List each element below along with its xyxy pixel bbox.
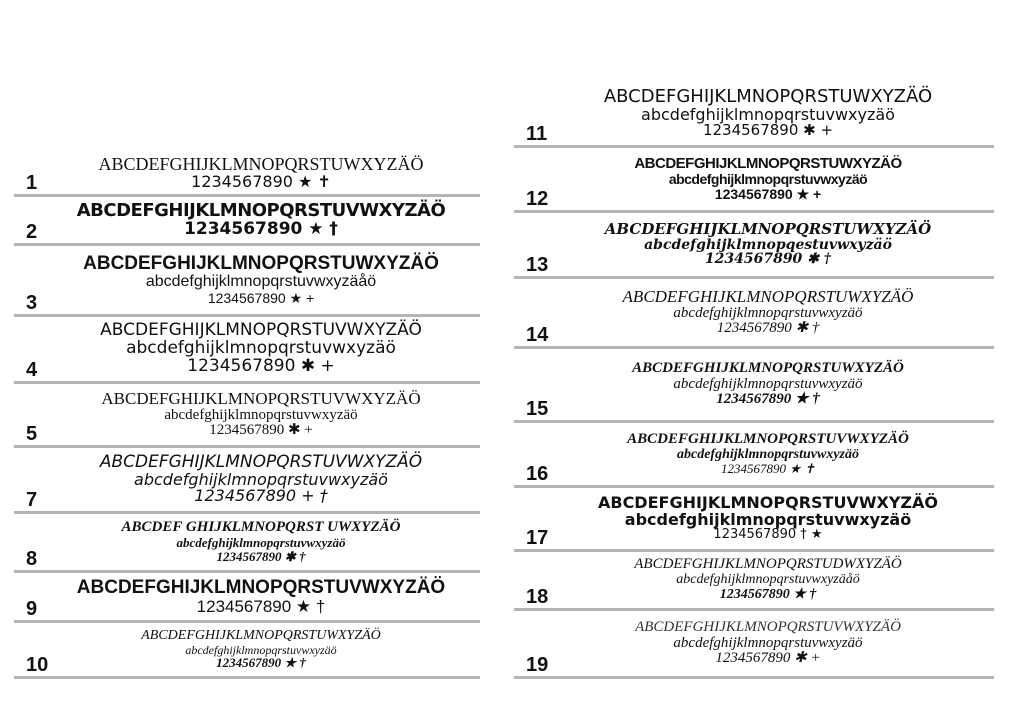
font-sample-5: [14, 384, 480, 448]
lowercase-line: abcdefghijklmnopqrstuvwxyzäö: [673, 304, 863, 321]
digits-line: 1234567890 ✱ +: [715, 650, 821, 667]
font-sample-12: [514, 148, 994, 213]
font-sample-17: [514, 488, 994, 552]
uppercase-line: ABCDEFGHIJKLMNOPQRSTUWXYZÄÖ: [622, 286, 914, 306]
font-sample-7: [14, 448, 480, 514]
digits-line: 1234567890 ★ †: [716, 391, 820, 408]
font-sample-16: [514, 423, 994, 488]
lowercase-line: abcdefghijklmnopqrstuvwxyzäö: [668, 171, 868, 188]
lowercase-line: abcdefghijklmnopqrstuvwxyzäö: [134, 469, 388, 489]
digits-line: 1234567890 ★ †: [719, 586, 817, 602]
uppercase-line: ABCDEFGHIJKLMNOPQRSTUWXYZÄÖ: [632, 359, 904, 376]
uppercase-line: ABCDEFGHIJKLMNOPQRSTUVWXYZÄÖ: [99, 451, 423, 472]
font-sample-1: [14, 152, 480, 197]
sample-number: 13: [526, 254, 549, 276]
font-sample-9: [14, 573, 480, 623]
sample-number: 17: [526, 527, 549, 549]
uppercase-line: ABCDEFGHIJKLMNOPQRSTUDWXYZÄÖ: [634, 556, 902, 573]
digits-line: 1234567890 † ★: [713, 527, 823, 543]
font-sample-8: [14, 514, 480, 573]
digits-line: 1234567890 ★ †: [196, 596, 326, 616]
lowercase-line: abcdefghijklmnopqrstuvwxyzäö: [624, 509, 912, 529]
sample-number: 15: [526, 398, 549, 420]
digits-line: 1234567890 ✱ †: [716, 320, 820, 337]
lowercase-line: abcdefghijklmnopqrstuvwxyzäö: [673, 634, 863, 651]
uppercase-line: ABCDEFGHIJKLMNOPQRSTUVWXYZÄÖ: [597, 492, 938, 512]
font-sample-15: [514, 349, 994, 423]
lowercase-line: abcdefghijklmnopqrstuvwxyzäö: [641, 104, 895, 124]
uppercase-line: ABCDEFGHIJKLMNOPQRSTUWXYZÄÖ: [634, 155, 902, 173]
digits-line: 1234567890 ★ ✝: [720, 461, 816, 477]
uppercase-line: ABCDEFGHIJKLMNOPQRSTUVWXYZÄÖ: [76, 576, 446, 598]
font-sample-19: [514, 611, 994, 679]
sample-number: 4: [26, 359, 38, 381]
digits-line: 1234567890 ★ +: [714, 185, 822, 202]
lowercase-line: abcdefghijklmnopqrstuvwxyzäö: [176, 535, 346, 551]
lowercase-line: abcdefghijklmnopqrstuvwxyzäåö: [145, 273, 377, 291]
font-sample-4: [14, 317, 480, 384]
uppercase-line: ABCDEFGHIJKLMNOPQRSTUWXYZÄÖ: [604, 219, 932, 238]
digits-line: 1234567890 ✱ †: [216, 548, 306, 564]
digits-line: 1234567890 ✱ +: [702, 121, 834, 140]
digits-line: 1234567890 ★ ✝: [191, 172, 331, 192]
sample-number: 11: [526, 123, 548, 145]
font-sample-10: [14, 623, 480, 679]
uppercase-line: ABCDEFGHIJKLMNOPQRSTUVWXYZÄÖ: [100, 320, 422, 341]
sample-number: 9: [26, 598, 38, 620]
lowercase-line: abcdefghijklmnopqrstuvwxyzäö: [185, 642, 337, 657]
uppercase-line: ABCDEFGHIJKLMNOPQRSTUVWXYZÄÖ: [101, 388, 421, 408]
digits-line: 1234567890 ✱ +: [209, 422, 313, 439]
lowercase-line: abcdefghijklmnopqrstuvwxyzäö: [676, 446, 859, 462]
sample-number: 12: [526, 188, 549, 210]
sample-number: 3: [26, 292, 38, 314]
lowercase-line: abcdefghijklmnopqestuvwxyzäö: [644, 236, 892, 253]
digits-line: 1234567890 ✱ †: [704, 251, 832, 268]
sample-number: 10: [26, 654, 49, 676]
sample-number: 14: [526, 324, 549, 346]
lowercase-line: abcdefghijklmnopqrstuvwxyzäåö: [676, 572, 860, 588]
uppercase-line: ABCDEFGHIJKLMNOPQRSTUVWXYZÄÖ: [627, 430, 909, 447]
digits-line: 1234567890 ★ †: [184, 218, 338, 239]
lowercase-line: abcdefghijklmnopqrstuvwxyzäö: [164, 406, 358, 423]
uppercase-line: ABCDEFGHIJKLMNOPQRSTUWXYZÄÖ: [603, 85, 933, 107]
uppercase-line: ABCDEF GHIJKLMNOPQRST UWXYZÄÖ: [121, 519, 401, 536]
font-sample-11: [514, 82, 994, 148]
digits-line: 1234567890 ★ +: [207, 290, 315, 307]
uppercase-line: ABCDEFGHIJKLMNOPQRSTUWXYZÄÖ: [141, 628, 381, 644]
font-sample-18: [514, 552, 994, 611]
uppercase-line: ABCDEFGHIJKLMNOPQRSTUVWXYZÄÖ: [76, 199, 446, 221]
font-sample-14: [514, 279, 994, 349]
sample-number: 8: [26, 548, 38, 570]
lowercase-line: abcdefghijklmnopqrstuvwxyzäö: [673, 375, 863, 392]
lowercase-line: abcdefghijklmnopqrstuvwxyzäö: [126, 338, 396, 359]
digits-line: 1234567890 ✱ +: [187, 355, 335, 376]
sample-number: 2: [26, 221, 38, 243]
sample-number: 18: [526, 586, 549, 608]
uppercase-line: ABCDEFGHIJKLMNOPQRSTUWXYZÄÖ: [83, 253, 439, 275]
digits-line: 1234567890 ★ †: [216, 655, 306, 671]
sample-number: 16: [526, 463, 549, 485]
uppercase-line: ABCDEFGHIJKLMNOPQRSTUWXYZÄÖ: [98, 154, 424, 175]
sample-number: 7: [26, 489, 38, 511]
font-sample-13: [514, 213, 994, 279]
font-sample-2: [14, 197, 480, 246]
sample-number: 5: [26, 423, 38, 445]
sample-number: 1: [26, 172, 38, 194]
digits-line: 1234567890 + †: [194, 486, 328, 506]
font-sample-3: [14, 246, 480, 317]
uppercase-line: ABCDEFGHIJKLMNOPQRSTUVWXYZÄÖ: [635, 618, 901, 635]
sample-number: 19: [526, 654, 549, 676]
